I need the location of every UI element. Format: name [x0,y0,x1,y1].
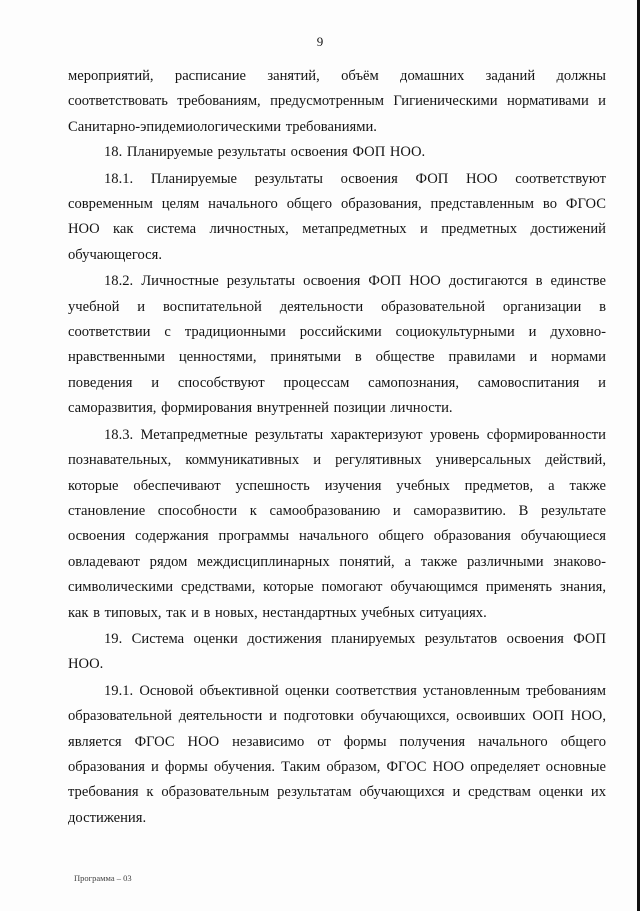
paragraph-continuation: мероприятий, расписание занятий, объём домашних заданий должны соответствовать требованиям, предусмотренным Гигиеническими нормативами и Санитарно-эпидемиологическими требованиями. [68,68,606,135]
paragraph-19-1: 19.1. Основой объективной оценки соответствия установленным требованиям образовательной деятельности и подготовки обучающихся, освоивших ООП НОО, является ФГОС НОО независимо от формы получения начального общего образования и формы обучения. Таким образом, ФГОС НОО определяет основные требования к образовательным результатам обучающихся и средствам оценки их достижения. [68,682,606,826]
paragraph-18-3: 18.3. Метапредметные результаты характеризуют уровень сформированности познавательных, коммуникативных и регулятивных универсальных действий, которые обеспечивают успешность изучения учебных предметов, а также становление способности к самообразованию и саморазвитию. В результате освоения содержания программы начального общего образования обучающиеся овладевают рядом междисциплинарных понятий, а также различными знаково-символическими средствами, которые помогают обучающимся применять знания, как в типовых, так и в новых, нестандартных учебных ситуациях. [68,426,606,621]
page-footer: Программа – 03 [74,873,132,883]
section-heading-18: 18. Планируемые результаты освоения ФОП НОО. [104,144,426,161]
document-body [68,64,606,831]
page-number: 9 [316,34,324,49]
section-heading-19: 19. Система оценки достижения планируемых результатов освоения ФОП НОО. [68,630,606,673]
paragraph-18-1: 18.1. Планируемые результаты освоения ФОП НОО соответствуют современным целям начального общего образования, представленным во ФГОС НОО как система личностных, метапредметных и предметных достижений обучающегося. [68,170,606,263]
paragraph-18-2: 18.2. Личностные результаты освоения ФОП НОО достигаются в единстве учебной и воспитательной деятельности образовательной организации в соответствии с традиционными российскими социокультурными и духовно-нравственными ценностями, принятыми в обществе правилами и нормами поведения и способствуют процессам самопознания, самовоспитания и саморазвития, формирования внутренней позиции личности. [68,273,606,417]
